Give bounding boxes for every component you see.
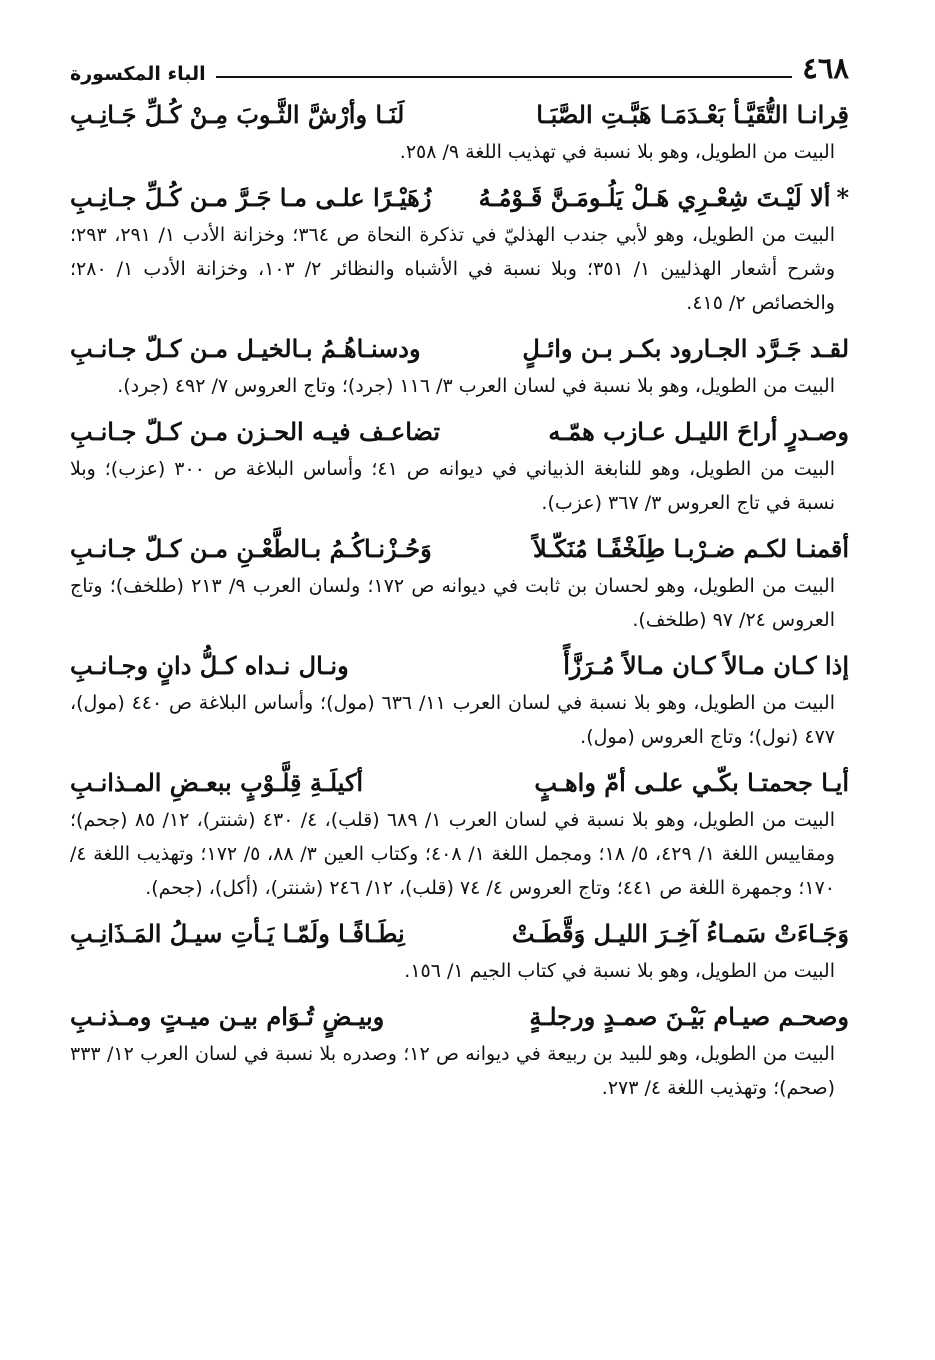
first-hemistich-text: وصحـم صيـام بَيْـنَ صمـدٍ ورجلـةٍ xyxy=(529,1002,849,1031)
running-title: الباء المكسورة xyxy=(70,63,206,85)
second-hemistich: تضاعـف فيـه الحـزن مـن كـلّ جـانـبِ xyxy=(70,417,441,446)
source-note: البيت من الطويل، وهو للبيد بن ربيعة في ديوانه ص ١٢؛ وصدره بلا نسبة في لسان العرب ١٢/ ٣٣٣ (صحم)؛ وتهذيب اللغة ٤/ ٢٧٣. xyxy=(70,1043,836,1099)
first-hemistich-text: أيـا جحمتـا بكّـي علـى أمّ واهـبٍ xyxy=(534,768,849,797)
second-hemistich: أكيلَـةِ قِلَّـوْبٍ ببعـضِ المـذانـبِ xyxy=(70,768,364,797)
verse-line xyxy=(70,95,849,135)
first-hemistich xyxy=(483,914,849,954)
second-hemistich: وَحُـزْنـاكُـمُ بـالطَّعْـنِ مـن كـلّ جـانـبِ xyxy=(70,534,432,563)
verse-line xyxy=(70,997,849,1037)
source-note: البيت من الطويل، وهو بلا نسبة في لسان العرب ١١/ ٦٣٦ (مول)؛ وأساس البلاغة ص ٤٤٠ (مول)، ٤٧٧ (نول)؛ وتاج العروس (مول). xyxy=(70,692,835,748)
verse-line xyxy=(70,412,849,452)
source-note: البيت من الطويل، وهو بلا نسبة في لسان العرب ٣/ ١١٦ (جرد)؛ وتاج العروس ٧/ ٤٩٢ (جرد). xyxy=(117,375,835,397)
verse-entry xyxy=(70,95,849,169)
verse-entry xyxy=(70,529,849,637)
first-hemistich-text: وَجَـاءَتْ سَمـاءُ آخِـرَ الليـل وَقَّطَـتْ xyxy=(511,919,849,948)
first-hemistich-text: وصـدرٍ أراحَ الليـل عـازب همّـه xyxy=(548,417,849,446)
verse-entry xyxy=(70,329,849,403)
first-hemistich xyxy=(483,646,849,686)
first-hemistich xyxy=(483,763,849,803)
second-hemistich: وبيـضٍ تُـوَام بيـن ميـتٍ ومـذنـبِ xyxy=(70,1002,385,1031)
verse-entry xyxy=(70,997,849,1105)
verse-entry xyxy=(70,763,849,905)
page-number: ٤٦٨ xyxy=(802,50,849,85)
source-note: البيت من الطويل، وهو لحسان بن ثابت في ديوانه ص ١٧٢؛ ولسان العرب ٩/ ٢١٣ (طلخف)؛ وتاج العروس ٢٤/ ٩٧ (طلخف). xyxy=(70,575,835,631)
second-hemistich: ونـال نـداه كـلُّ دانٍ وجـانـبِ xyxy=(70,651,349,680)
document-page xyxy=(70,50,849,1320)
verse-line xyxy=(70,329,849,369)
source-note: البيت من الطويل، وهو بلا نسبة في كتاب الجيم ١/ ١٥٦. xyxy=(404,960,835,982)
first-hemistich-text: لقـد جَـرَّد الجـارود بكـر بـن وائـلٍ xyxy=(522,334,849,363)
verse-entry xyxy=(70,178,849,320)
first-hemistich xyxy=(483,997,849,1037)
first-hemistich-text: أقمنـا لكـم ضـرْبـا طِلَخْفًـا مُنَكّـلاً xyxy=(533,534,849,563)
verse-entry xyxy=(70,914,849,988)
page-header xyxy=(70,50,849,86)
verse-line xyxy=(70,763,849,803)
first-hemistich xyxy=(483,95,849,135)
second-hemistich: لَنَـا وأرْشَّ الثَّـوبَ مِـنْ كُـلِّ جَـانِـبِ xyxy=(70,100,405,129)
first-hemistich xyxy=(483,529,849,569)
header-rule xyxy=(216,76,793,78)
source-note: البيت من الطويل، وهو لأبي جندب الهذليّ في تذكرة النحاة ص ٣٦٤؛ وخزانة الأدب ١/ ٢٩١، ٢٩٣؛ وشرح أشعار الهذليين ١/ ٣٥١؛ وبلا نسبة في الأشباه والنظائر ٢/ ١٠٣، وخزانة الأدب ١/ ٢٨٠؛ والخصائص ٢/ ٤١٥. xyxy=(70,224,835,314)
verse-line xyxy=(70,914,849,954)
second-hemistich: ودسنـاهُـمُ بـالخيـل مـن كـلّ جـانـبِ xyxy=(70,334,421,363)
verse-line xyxy=(70,646,849,686)
first-hemistich-text: إذا كـان مـالاً كـان مـالاً مُـرَزَّأً xyxy=(563,651,849,680)
verse-line xyxy=(70,529,849,569)
verse-entry xyxy=(70,646,849,754)
verse-entries xyxy=(70,95,849,1105)
first-hemistich-text: ألا لَيْـتَ شِعْـرِي هَـلْ يَلُـومَـنَّ قَـوْمُـهُ xyxy=(478,183,831,212)
asterisk-marker: * xyxy=(836,183,849,212)
source-note: البيت من الطويل، وهو بلا نسبة في تهذيب اللغة ٩/ ٢٥٨. xyxy=(399,141,835,163)
first-hemistich xyxy=(483,329,849,369)
second-hemistich: نِطَـافًـا ولَمّـا يَـأتِ سيـلُ المَـذَانِـبِ xyxy=(70,919,405,948)
verse-line xyxy=(70,178,849,218)
second-hemistich: زُهَيْـرًا علـى مـا جَـرَّ مـن كُـلِّ جـانِـبِ xyxy=(70,183,432,212)
source-note: البيت من الطويل، وهو بلا نسبة في لسان العرب ١/ ٦٨٩ (قلب)، ٤/ ٤٣٠ (شنتر)، ١٢/ ٨٥ (جحم)؛ ومقاييس اللغة ١/ ٤٢٩، ٥/ ١٨؛ ومجمل اللغة ١/ ٤٠٨؛ وكتاب العين ٣/ ٨٨، ٥/ ١٧٢؛ وتهذيب اللغة ٤/ ١٧٠؛ وجمهرة اللغة ص ٤٤١؛ وتاج العروس ٤/ ٧٤ (قلب)، ١٢/ ٢٤٦ (شنتر)، (أكل)، (جحم). xyxy=(70,809,835,899)
source-note: البيت من الطويل، وهو للنابغة الذبياني في ديوانه ص ٤١؛ وأساس البلاغة ص ٣٠٠ (عزب)؛ وبلا نسبة في تاج العروس ٣/ ٣٦٧ (عزب). xyxy=(70,458,835,514)
first-hemistich xyxy=(483,412,849,452)
first-hemistich xyxy=(478,178,849,218)
first-hemistich-text: قِرانـا التُّقَيَّـأ بَعْـدَمَـا هَبَّـتِ الصَّبَـا xyxy=(536,100,849,129)
verse-entry xyxy=(70,412,849,520)
